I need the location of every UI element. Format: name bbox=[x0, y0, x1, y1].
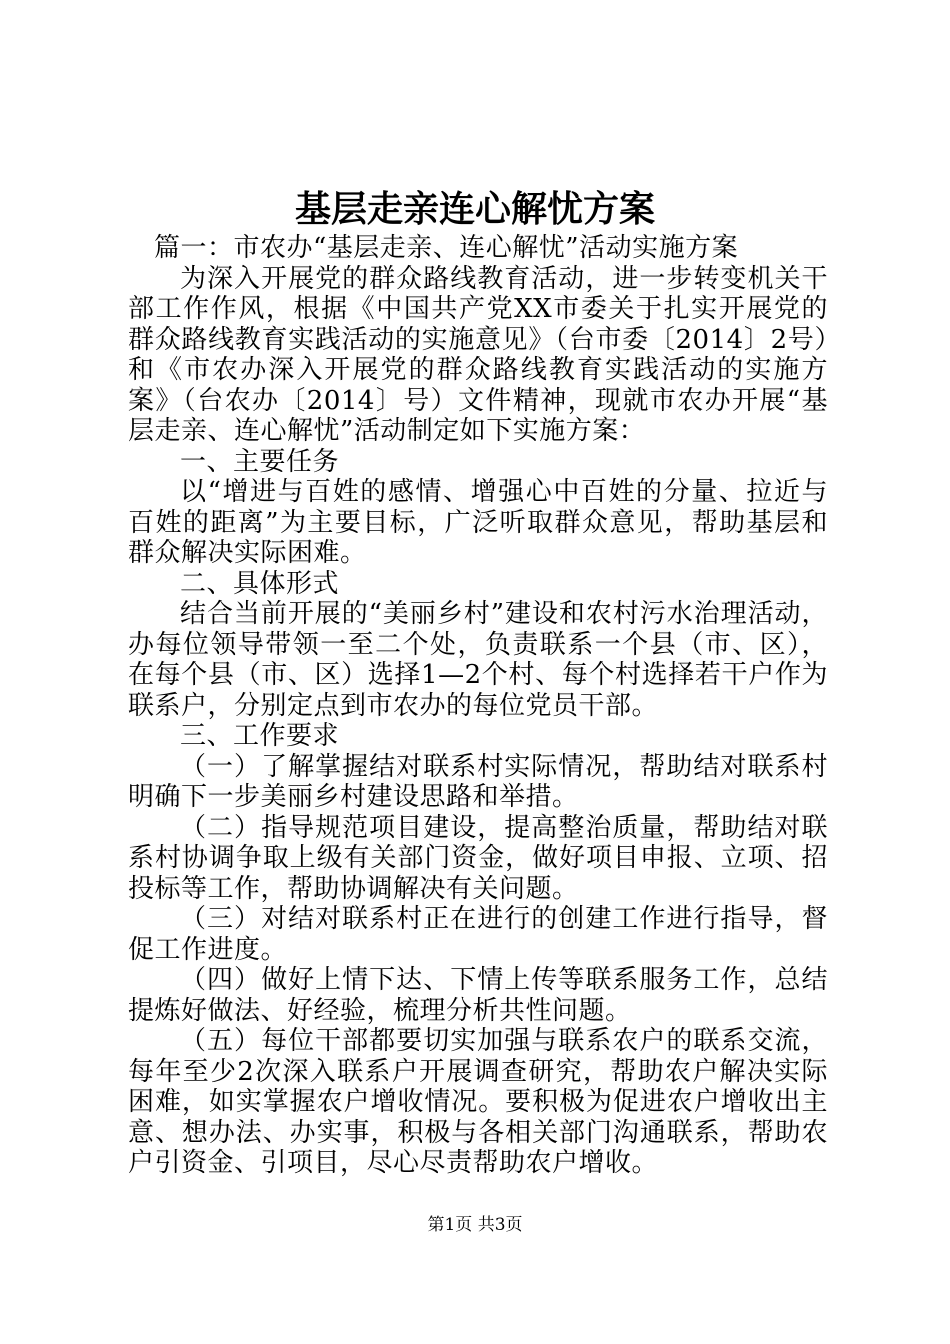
heading-specific-forms: 二、具体形式 bbox=[180, 568, 340, 599]
heading-work-requirements: 三、工作要求 bbox=[180, 721, 340, 751]
main-tasks-paragraph: 以“增进与百姓的感情、增强心中百姓的分量、拉近与百姓的距离”为主要目标，广泛听取群众意见，帮助基层和群众解决实际困难。 bbox=[128, 477, 828, 568]
document-title: 基层走亲连心解忧方案 bbox=[294, 188, 655, 230]
page-footer: 第1页 共3页 bbox=[427, 1215, 523, 1235]
requirement-item-3: （三）对结对联系村正在进行的创建工作进行指导，督促工作进度。 bbox=[128, 904, 828, 965]
requirement-item-4: （四）做好上情下达、下情上传等联系服务工作，总结提炼好做法、好经验，梳理分析共性问题。 bbox=[128, 965, 828, 1026]
heading-main-tasks: 一、主要任务 bbox=[180, 446, 340, 477]
requirement-item-2: （二）指导规范项目建设，提高整治质量，帮助结对联系村协调争取上级有关部门资金，做好项目申报、立项、招投标等工作，帮助协调解决有关问题。 bbox=[128, 812, 828, 904]
intro-paragraph: 为深入开展党的群众路线教育活动，进一步转变机关干部工作作风，根据《中国共产党XX市委关于扎实开展党的群众路线教育实践活动的实施意见》（台市委〔2014〕2号）和《市农办深入开展党的群众路线教育实践活动的实施方案》（台农办〔2014〕号）文件精神，现就市农办开展“基层走亲、连心解忧”活动制定如下实施方案： bbox=[128, 263, 828, 446]
requirement-item-5: （五）每位干部都要切实加强与联系农户的联系交流，每年至少2次深入联系户开展调查研究，帮助农户解决实际困难，如实掌握农户增收情况。要积极为促进农户增收出主意、想办法、办实事，积极与各相关部门沟通联系，帮助农户引资金、引项目，尽心尽责帮助农户增收。 bbox=[128, 1026, 828, 1178]
section-heading-part-one: 篇一：市农办“基层走亲、连心解忧”活动实施方案 bbox=[154, 233, 739, 263]
requirement-item-1: （一）了解掌握结对联系村实际情况，帮助结对联系村明确下一步美丽乡村建设思路和举措。 bbox=[128, 751, 828, 812]
specific-forms-paragraph: 结合当前开展的“美丽乡村”建设和农村污水治理活动，办每位领导带领一至二个处，负责联系一个县（市、区），在每个县（市、区）选择1—2个村、每个村选择若干户作为联系户，分别定点到市农办的每位党员干部。 bbox=[128, 599, 828, 721]
document-body bbox=[128, 233, 828, 1179]
